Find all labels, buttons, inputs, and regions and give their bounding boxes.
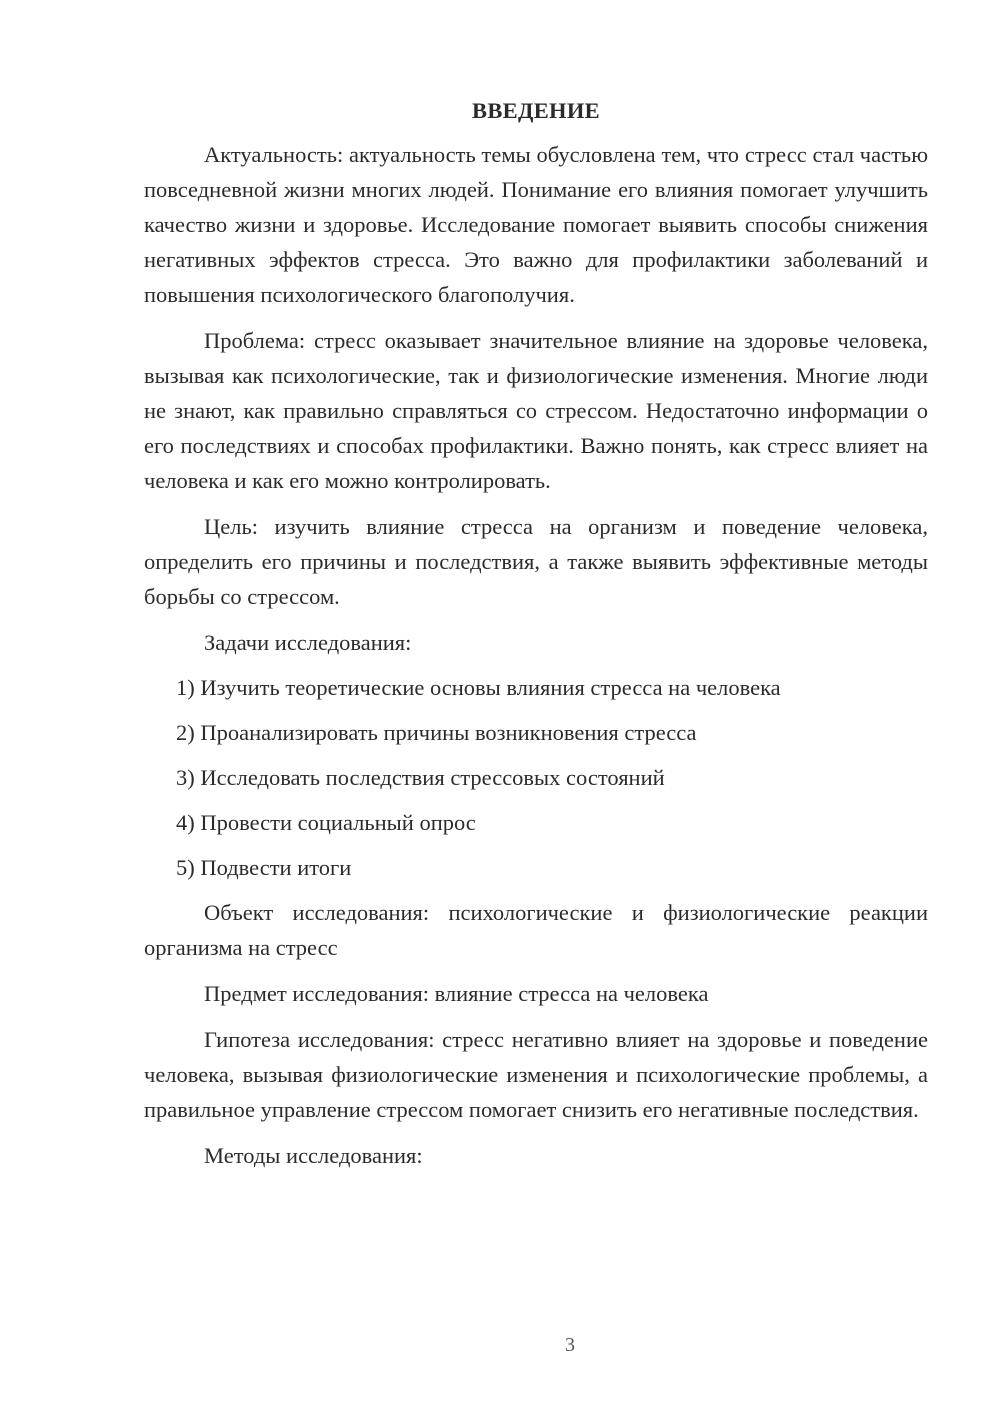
task-item-4: 4) Провести социальный опрос: [176, 810, 476, 835]
task-item-1: 1) Изучить теоретические основы влияния стресса на человека: [176, 675, 781, 700]
paragraph-subject: Предмет исследования: влияние стресса на человека: [204, 981, 709, 1006]
paragraph-goal: Цель: изучить влияние стресса на организм и поведение человека, определить его причины и последствия, а также выявить эффективные методы борьбы со стрессом.: [144, 514, 928, 609]
paragraph-hypothesis: Гипотеза исследования: стресс негативно влияет на здоровье и поведение человека, вызывая физиологические изменения и психологические проблемы, а правильное управление стрессом помогает снизить его негативные последствия.: [144, 1027, 928, 1122]
task-item-5: 5) Подвести итоги: [176, 855, 352, 880]
paragraph-problem: Проблема: стресс оказывает значительное влияние на здоровье человека, вызывая как психологические, так и физиологические изменения. Многие люди не знают, как правильно справляться со стрессом. Недостаточно информации о его последствиях и способах профилактики. Важно понять, как стресс влияет на человека и как его можно контролировать.: [144, 328, 928, 493]
page-content: [144, 97, 928, 1184]
paragraph-methods: Методы исследования:: [204, 1143, 423, 1168]
task-item-2: 2) Проанализировать причины возникновения стресса: [176, 720, 697, 745]
paragraph-object: Объект исследования: психологические и физиологические реакции организма на стресс: [144, 900, 928, 960]
task-list: [144, 670, 928, 885]
task-item-3: 3) Исследовать последствия стрессовых состояний: [176, 765, 665, 790]
page-number: 3: [565, 1334, 575, 1356]
page-title: ВВЕДЕНИЕ: [472, 98, 600, 123]
tasks-heading: Задачи исследования:: [204, 630, 412, 655]
paragraph-relevance: Актуальность: актуальность темы обусловлена тем, что стресс стал частью повседневной жизни многих людей. Понимание его влияния помогает улучшить качество жизни и здоровье. Исследование помогает выявить способы снижения негативных эффектов стресса. Это важно для профилактики заболеваний и повышения психологического благополучия.: [144, 142, 928, 307]
